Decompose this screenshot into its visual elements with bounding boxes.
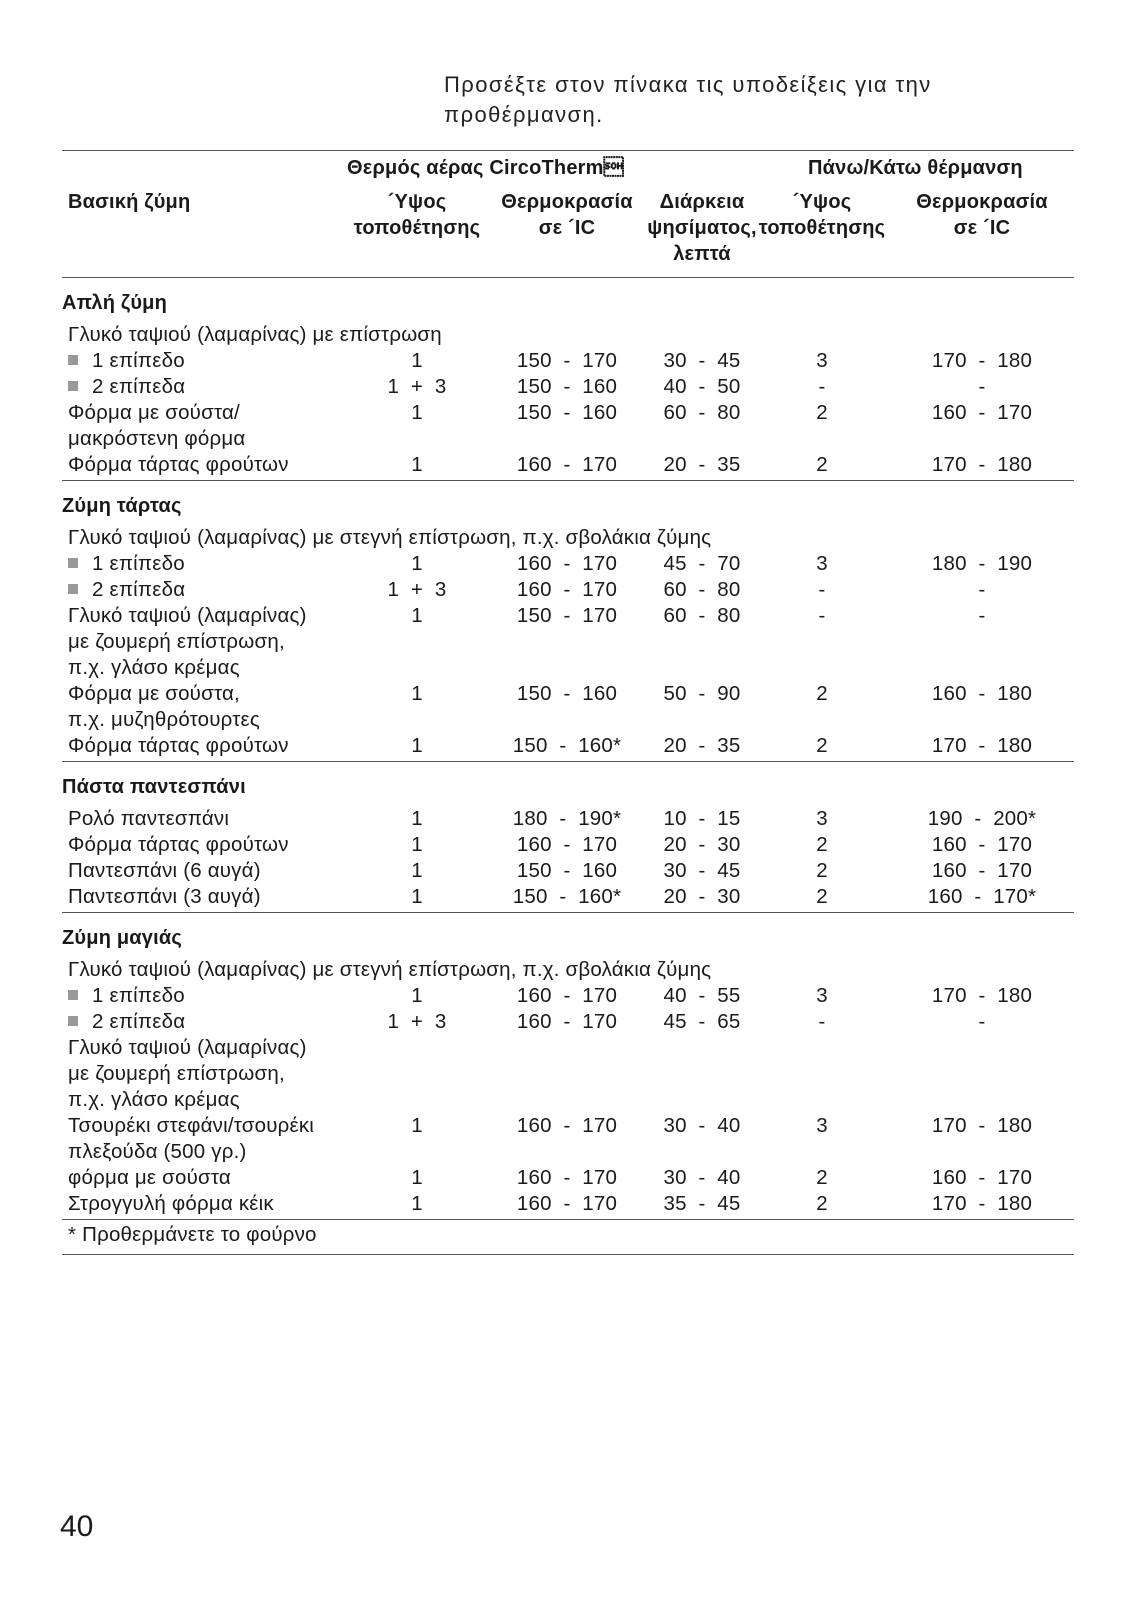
cell-duration: 10 - 15 <box>663 807 741 830</box>
row-label <box>68 577 368 603</box>
cell-height: 1 <box>411 734 423 757</box>
square-bullet-icon <box>68 355 78 365</box>
cell-duration: 30 - 40 <box>663 1114 741 1137</box>
cell-temperature: 180 - 190* <box>512 807 622 830</box>
cell-temperature: 160 - 170 <box>516 833 618 856</box>
row-label-text: Γλυκό ταψιού (λαμαρίνας) με ζουμερή επίστρωση, π.χ. γλάσο κρέμας <box>68 604 307 679</box>
section-title: Ζύμη τάρτας <box>62 495 182 517</box>
header-temperature: Θερμοκρασία σε ´ΙC <box>501 191 633 239</box>
cell-height-2: - <box>818 1010 826 1033</box>
cell-duration: 45 - 70 <box>663 552 741 575</box>
row-label-text: 1 επίπεδο <box>92 349 185 372</box>
cell-temperature-2: 170 - 180 <box>931 453 1033 476</box>
table-row <box>62 400 1074 452</box>
intro-text: Προσέξτε στον πίνακα τις υποδείξεις για την προθέρμανση. <box>444 72 932 127</box>
table-row <box>62 1165 1074 1191</box>
row-label-text: Γλυκό ταψιού (λαμαρίνας) με στεγνή επίστρωση, π.χ. σβολάκια ζύμης <box>68 526 712 549</box>
row-label <box>68 957 968 983</box>
cell-duration: 30 - 40 <box>663 1166 741 1189</box>
cell-height-2: 2 <box>816 859 828 882</box>
header-temperature-2: Θερμοκρασία σε ´ΙC <box>916 191 1048 239</box>
table-row <box>62 525 1074 551</box>
cell-duration: 35 - 45 <box>663 1192 741 1215</box>
cell-temperature: 150 - 160 <box>516 682 618 705</box>
cell-height: 1 + 3 <box>387 578 447 601</box>
table-section <box>62 288 1074 481</box>
row-label-text: Φόρμα με σούστα/ μακρόστενη φόρμα <box>68 401 246 450</box>
table-row <box>62 603 1074 681</box>
table-row <box>62 452 1074 478</box>
cell-temperature: 150 - 160 <box>516 859 618 882</box>
table-row <box>62 322 1074 348</box>
cell-height: 1 <box>411 1166 423 1189</box>
cell-duration: 40 - 55 <box>663 984 741 1007</box>
table-row <box>62 1191 1074 1217</box>
row-label <box>68 733 368 759</box>
cell-temperature-2: 160 - 180 <box>931 682 1033 705</box>
cell-temperature: 160 - 170 <box>516 1114 618 1137</box>
cell-height-2: 2 <box>816 885 828 908</box>
row-label <box>68 452 368 478</box>
cell-height-2: 3 <box>816 552 828 575</box>
cell-height-2: 3 <box>816 807 828 830</box>
row-label-text: Στρογγυλή φόρμα κέικ <box>68 1192 274 1215</box>
cell-temperature-2: - <box>978 1010 986 1033</box>
cell-temperature: 160 - 170 <box>516 1010 618 1033</box>
row-label <box>68 681 368 733</box>
row-label <box>68 1191 368 1217</box>
table-row <box>62 884 1074 910</box>
header-height-2: ´Υψος τοποθέτησης <box>758 191 886 239</box>
footnote: * Προθερμάνετε το φούρνο <box>62 1220 1074 1255</box>
square-bullet-icon <box>68 584 78 594</box>
cell-height: 1 <box>411 1114 423 1137</box>
row-label-text: φόρμα με σούστα <box>68 1166 231 1189</box>
table-row <box>62 1009 1074 1035</box>
page-number: 40 <box>60 1510 94 1543</box>
square-bullet-icon <box>68 1016 78 1026</box>
row-label <box>68 1009 368 1035</box>
header-duration: Διάρκεια ψησίματος, λεπτά <box>647 191 757 265</box>
cell-temperature: 160 - 170 <box>516 984 618 1007</box>
cell-height-2: 2 <box>816 833 828 856</box>
square-bullet-icon <box>68 381 78 391</box>
row-label-text: Φόρμα με σούστα, π.χ. μυζηθρότουρτες <box>68 682 260 731</box>
table-section <box>62 491 1074 762</box>
row-label-text: 1 επίπεδο <box>92 552 185 575</box>
row-label-text: Γλυκό ταψιού (λαμαρίνας) με ζουμερή επίστρωση, π.χ. γλάσο κρέμας <box>68 1036 307 1111</box>
cell-temperature: 150 - 170 <box>516 604 618 627</box>
header-base-dough: Βασική ζύμη <box>68 191 191 213</box>
cell-height-2: 2 <box>816 1192 828 1215</box>
table-row <box>62 733 1074 759</box>
table-row <box>62 551 1074 577</box>
row-label-text: 1 επίπεδο <box>92 984 185 1007</box>
row-label <box>68 322 968 348</box>
row-label-text: Παντεσπάνι (3 αυγά) <box>68 885 261 908</box>
row-label-text: Φόρμα τάρτας φρούτων <box>68 734 289 757</box>
row-label <box>68 806 368 832</box>
cell-temperature-2: 180 - 190 <box>931 552 1033 575</box>
table-row <box>62 374 1074 400</box>
cell-temperature-2: - <box>978 375 986 398</box>
cell-height: 1 <box>411 1192 423 1215</box>
cell-height: 1 <box>411 604 423 627</box>
cell-duration: 60 - 80 <box>663 578 741 601</box>
row-label-text: Γλυκό ταψιού (λαμαρίνας) με επίστρωση <box>68 323 442 346</box>
cell-height-2: 3 <box>816 1114 828 1137</box>
cell-temperature-2: 170 - 180 <box>931 734 1033 757</box>
cell-height: 1 <box>411 401 423 424</box>
cell-duration: 60 - 80 <box>663 401 741 424</box>
cell-duration: 20 - 30 <box>663 833 741 856</box>
cell-height: 1 <box>411 984 423 1007</box>
cell-duration: 40 - 50 <box>663 375 741 398</box>
table-row <box>62 681 1074 733</box>
header-group-top-bottom: Πάνω/Κάτω θέρμανση <box>808 157 1023 179</box>
cell-height-2: 2 <box>816 682 828 705</box>
cell-height-2: - <box>818 604 826 627</box>
cell-duration: 30 - 45 <box>663 349 741 372</box>
section-title: Ζύμη μαγιάς <box>62 927 182 949</box>
cell-duration: 30 - 45 <box>663 859 741 882</box>
cell-height: 1 <box>411 885 423 908</box>
cell-height-2: - <box>818 578 826 601</box>
table-section <box>62 772 1074 913</box>
cell-duration: 45 - 65 <box>663 1010 741 1033</box>
row-label <box>68 551 368 577</box>
row-label <box>68 1035 368 1113</box>
table-row <box>62 1113 1074 1165</box>
row-label-text: 2 επίπεδα <box>92 375 186 398</box>
cell-temperature: 150 - 160* <box>512 885 622 908</box>
row-label <box>68 1113 368 1165</box>
row-label <box>68 348 368 374</box>
cell-duration: 50 - 90 <box>663 682 741 705</box>
cell-height: 1 <box>411 833 423 856</box>
table-body <box>62 288 1074 1220</box>
row-label <box>68 1165 368 1191</box>
row-label <box>68 525 968 551</box>
cell-temperature-2: - <box>978 604 986 627</box>
cell-temperature-2: 160 - 170 <box>931 1166 1033 1189</box>
table-row <box>62 957 1074 983</box>
cell-duration: 20 - 35 <box>663 734 741 757</box>
row-label-text: Φόρμα τάρτας φρούτων <box>68 453 289 476</box>
cell-height: 1 <box>411 807 423 830</box>
table-section <box>62 923 1074 1220</box>
cell-temperature: 160 - 170 <box>516 1166 618 1189</box>
cell-temperature: 160 - 170 <box>516 1192 618 1215</box>
cell-temperature: 150 - 170 <box>516 349 618 372</box>
row-label-text: 2 επίπεδα <box>92 1010 186 1033</box>
table-header <box>62 150 1074 278</box>
section-title: Απλή ζύμη <box>62 292 168 314</box>
square-bullet-icon <box>68 558 78 568</box>
cell-height-2: 3 <box>816 349 828 372</box>
row-label-text: Φόρμα τάρτας φρούτων <box>68 833 289 856</box>
row-label <box>68 603 368 681</box>
cell-temperature: 160 - 170 <box>516 552 618 575</box>
row-label <box>68 374 368 400</box>
cell-height: 1 + 3 <box>387 1010 447 1033</box>
table-row <box>62 806 1074 832</box>
cell-temperature-2: 170 - 180 <box>931 984 1033 1007</box>
cell-duration: 20 - 35 <box>663 453 741 476</box>
cell-temperature-2: 160 - 170* <box>927 885 1037 908</box>
cell-duration: 20 - 30 <box>663 885 741 908</box>
table-row <box>62 1035 1074 1113</box>
cell-height-2: 2 <box>816 453 828 476</box>
table-row <box>62 832 1074 858</box>
baking-table <box>62 150 1074 1255</box>
cell-height-2: - <box>818 375 826 398</box>
cell-height: 1 <box>411 682 423 705</box>
cell-height-2: 3 <box>816 984 828 1007</box>
cell-height-2: 2 <box>816 734 828 757</box>
cell-temperature-2: 160 - 170 <box>931 401 1033 424</box>
section-title: Πάστα παντεσπάνι <box>62 776 246 798</box>
cell-duration: 60 - 80 <box>663 604 741 627</box>
row-label <box>68 858 368 884</box>
table-row <box>62 348 1074 374</box>
cell-temperature: 150 - 160 <box>516 401 618 424</box>
row-label <box>68 832 368 858</box>
cell-height-2: 2 <box>816 401 828 424</box>
table-row <box>62 983 1074 1009</box>
cell-temperature-2: 160 - 170 <box>931 859 1033 882</box>
cell-temperature-2: 170 - 180 <box>931 1114 1033 1137</box>
square-bullet-icon <box>68 990 78 1000</box>
cell-height: 1 + 3 <box>387 375 447 398</box>
cell-temperature-2: 170 - 180 <box>931 349 1033 372</box>
cell-temperature: 160 - 170 <box>516 453 618 476</box>
row-label <box>68 400 368 452</box>
row-label <box>68 983 368 1009</box>
cell-height: 1 <box>411 453 423 476</box>
table-row <box>62 577 1074 603</box>
cell-temperature: 150 - 160 <box>516 375 618 398</box>
cell-temperature-2: 170 - 180 <box>931 1192 1033 1215</box>
row-label-text: Τσουρέκι στεφάνι/τσουρέκι πλεξούδα (500 γρ.) <box>68 1114 315 1163</box>
cell-height: 1 <box>411 859 423 882</box>
cell-height-2: 2 <box>816 1166 828 1189</box>
row-label-text: Γλυκό ταψιού (λαμαρίνας) με στεγνή επίστρωση, π.χ. σβολάκια ζύμης <box>68 958 712 981</box>
cell-temperature-2: - <box>978 578 986 601</box>
header-height: ´Υψος τοποθέτησης <box>353 191 481 239</box>
row-label-text: Ρολό παντεσπάνι <box>68 807 230 830</box>
header-group-circotherm: Θερμός αέρας CircoTherm <box>347 157 624 179</box>
cell-height: 1 <box>411 349 423 372</box>
cell-temperature: 150 - 160* <box>512 734 622 757</box>
row-label <box>68 884 368 910</box>
cell-height: 1 <box>411 552 423 575</box>
table-row <box>62 858 1074 884</box>
cell-temperature-2: 160 - 170 <box>931 833 1033 856</box>
cell-temperature: 160 - 170 <box>516 578 618 601</box>
row-label-text: 2 επίπεδα <box>92 578 186 601</box>
cell-temperature-2: 190 - 200* <box>927 807 1037 830</box>
row-label-text: Παντεσπάνι (6 αυγά) <box>68 859 261 882</box>
